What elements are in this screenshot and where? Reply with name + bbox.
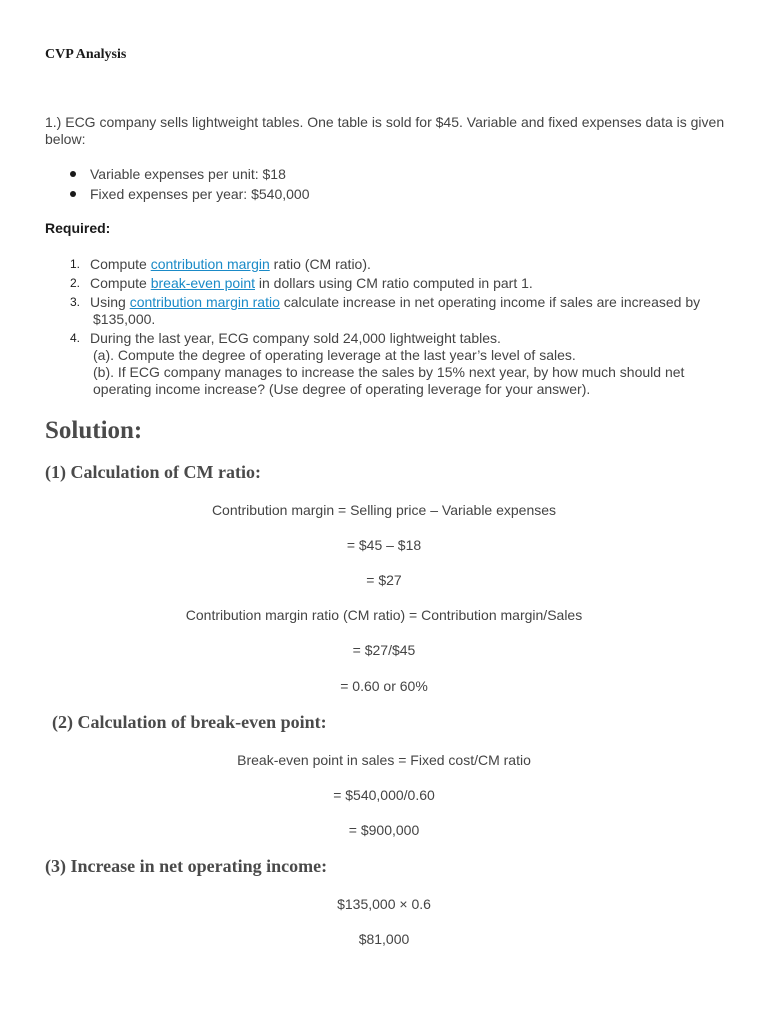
equation-line: Break-even point in sales = Fixed cost/CM ratio — [237, 752, 531, 768]
sub-item-b: (b). If ECG company manages to increase the sales by 15% next year, by how much should net — [93, 364, 685, 380]
item-text: Using — [90, 294, 130, 310]
item-text: Compute — [90, 275, 151, 291]
item-text: During the last year, ECG company sold 24,000 lightweight tables. — [90, 330, 501, 346]
break-even-point-link[interactable]: break-even point — [150, 275, 255, 291]
question-intro: 1.) ECG company sells lightweight tables. One table is sold for $45. Variable and fixed expenses data is given below: — [45, 114, 725, 147]
list-item: Fixed expenses per year: $540,000 — [45, 185, 309, 205]
document-title: CVP Analysis — [45, 47, 127, 62]
equation-line: = $540,000/0.60 — [333, 787, 435, 803]
list-item: Variable expenses per unit: $18 — [45, 165, 309, 185]
item-continuation: $135,000. — [93, 311, 156, 327]
sub-item-a: (a). Compute the degree of operating leverage at the last year’s level of sales. — [93, 347, 576, 363]
equation-line: = $900,000 — [348, 822, 420, 838]
section-2-heading: (2) Calculation of break-even point: — [52, 712, 327, 732]
item-number: 3. — [70, 295, 81, 309]
required-item-3 — [45, 294, 735, 328]
equation-line: = 0.60 or 60% — [340, 678, 428, 694]
equation-line: = $27/$45 — [352, 642, 416, 658]
item-text: Compute — [90, 256, 151, 272]
section-1-heading: (1) Calculation of CM ratio: — [45, 462, 261, 482]
required-item-4 — [45, 330, 735, 398]
required-item-2 — [45, 275, 735, 292]
item-number: 1. — [70, 257, 81, 271]
required-label: Required: — [45, 220, 111, 236]
required-item-1 — [45, 256, 735, 273]
equation-line: = $45 – $18 — [346, 537, 422, 553]
sub-item-b-continuation: operating income increase? (Use degree of operating leverage for your answer). — [93, 381, 591, 397]
equation-line: $135,000 × 0.6 — [337, 896, 431, 912]
equation-line: Contribution margin ratio (CM ratio) = Contribution margin/Sales — [185, 607, 583, 623]
item-number: 4. — [70, 331, 81, 345]
item-number: 2. — [70, 276, 81, 290]
equation-line: $81,000 — [358, 931, 410, 947]
section-3-heading: (3) Increase in net operating income: — [45, 856, 328, 876]
required-list — [45, 256, 735, 400]
equation-line: = $27 — [366, 572, 402, 588]
item-text: in dollars using CM ratio computed in part 1. — [255, 275, 533, 291]
contribution-margin-ratio-link[interactable]: contribution margin ratio — [129, 294, 280, 310]
solution-heading: Solution: — [45, 417, 143, 444]
contribution-margin-link[interactable]: contribution margin — [150, 256, 270, 272]
expense-list — [45, 165, 309, 205]
item-text: calculate increase in net operating income if sales are increased by — [279, 294, 701, 310]
item-text: ratio (CM ratio). — [269, 256, 371, 272]
equation-line: Contribution margin = Selling price – Variable expenses — [211, 502, 557, 518]
